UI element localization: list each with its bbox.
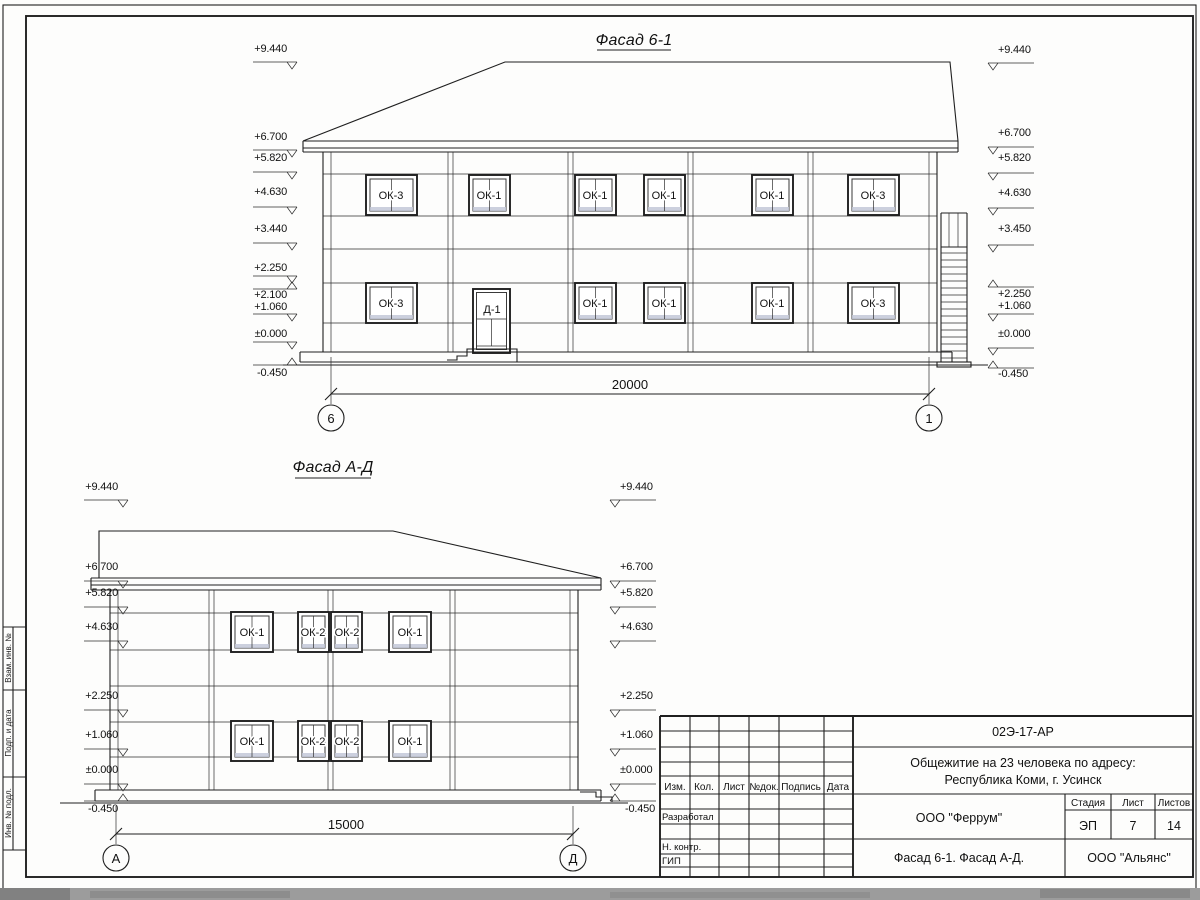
axis-marker-6: [318, 405, 344, 431]
elevation-mark: +2.250: [620, 690, 653, 702]
facade-title: Фасад А-Д: [292, 459, 374, 476]
elevation-marks-left: [253, 43, 297, 379]
window-label: ОК-1: [476, 190, 502, 202]
pilasters: [331, 152, 929, 352]
project-name: Общежитие на 23 человека по адресу:: [910, 756, 1136, 770]
window-label: ОК-1: [397, 736, 423, 748]
elevation-mark: ±0.000: [254, 328, 287, 340]
elevation-mark: -0.450: [257, 367, 287, 379]
window-ok1: [469, 175, 510, 215]
window-label: ОК-3: [378, 190, 404, 202]
axis-marker-1: [916, 405, 942, 431]
elevation-mark: +4.630: [998, 187, 1031, 199]
window-label: ОК-1: [582, 190, 608, 202]
window-ok2: [298, 612, 329, 652]
window-label: ОК-3: [860, 190, 886, 202]
window-ok1: [231, 721, 273, 761]
eave-band: [91, 578, 601, 590]
axis-marker-d: [560, 845, 586, 871]
window-label: ОК-1: [759, 190, 785, 202]
window-ok3: [848, 175, 899, 215]
dimension-15000: [110, 806, 579, 844]
elevation-marks-right: [988, 44, 1034, 380]
window-label: ОК-1: [651, 298, 677, 310]
project-address: Республика Коми, г. Усинск: [944, 773, 1102, 787]
col-header: Кол.: [694, 782, 714, 793]
col-header: Изм.: [664, 782, 686, 793]
window-ok1: [231, 612, 273, 652]
elevation-mark: ±0.000: [998, 328, 1031, 340]
window-ok1: [389, 612, 431, 652]
elevation-mark: +9.440: [85, 481, 118, 493]
title-block: [660, 716, 1193, 877]
elevation-mark: +2.250: [85, 690, 118, 702]
elevation-mark: +3.440: [254, 223, 287, 235]
elevation-mark: ±0.000: [620, 764, 653, 776]
elevation-mark: +2.250: [998, 288, 1031, 300]
doc-number: 02Э-17-АР: [992, 725, 1054, 739]
elevation-mark: -0.450: [625, 803, 655, 815]
elevation-mark: +9.440: [254, 43, 287, 55]
axis-label: 1: [925, 411, 933, 426]
dimension-20000: [325, 357, 935, 404]
elevation-mark: +4.630: [254, 186, 287, 198]
col-header: Дата: [826, 782, 850, 793]
elevation-mark: +1.060: [620, 729, 653, 741]
window-label: ОК-2: [300, 736, 326, 748]
role-label: Н. контр.: [662, 842, 702, 853]
window-ok1: [752, 283, 793, 323]
axis-label: А: [111, 851, 121, 866]
window-ok2: [331, 721, 362, 761]
roof-outline: [303, 62, 958, 141]
axis-label: Д: [568, 851, 578, 866]
window-label: ОК-3: [378, 298, 404, 310]
eave-band: [303, 141, 958, 152]
elevation-mark: +5.820: [998, 152, 1031, 164]
window-label: ОК-2: [334, 736, 360, 748]
window-ok3: [848, 283, 899, 323]
door-label: Д-1: [483, 304, 501, 316]
designer-org: ООО "Феррум": [915, 811, 1003, 825]
elevation-mark: +1.060: [998, 300, 1031, 312]
window-ok2: [331, 612, 362, 652]
elevation-mark: +4.630: [620, 621, 653, 633]
sheet-number: 7: [1129, 819, 1137, 833]
sheets-label: Листов: [1157, 798, 1191, 809]
elevation-mark: +2.100: [254, 289, 287, 301]
window-label: ОК-3: [860, 298, 886, 310]
window-label: ОК-1: [239, 627, 265, 639]
elevation-mark: ±0.000: [85, 764, 118, 776]
window-ok3: [366, 283, 417, 323]
elevation-mark: +1.060: [254, 301, 287, 313]
window-ok3: [366, 175, 417, 215]
entrance-door: [473, 289, 510, 353]
plinth: [95, 790, 601, 801]
window-ok1: [752, 175, 793, 215]
stage-label: Стадия: [1070, 798, 1106, 809]
scan-edge-band: [0, 888, 1200, 900]
stage-value: ЭП: [1079, 819, 1097, 833]
elevation-mark: +6.700: [620, 561, 653, 573]
window-label: ОК-2: [300, 627, 326, 639]
window-label: ОК-1: [582, 298, 608, 310]
facade-title: Фасад 6-1: [595, 32, 673, 49]
fire-ladder: [937, 213, 971, 367]
axis-marker-a: [103, 845, 129, 871]
elevation-mark: +9.440: [998, 44, 1031, 56]
facade-6-1: [253, 32, 1034, 431]
elevation-mark: +6.700: [85, 561, 118, 573]
window-label: ОК-1: [651, 190, 677, 202]
elevation-mark: -0.450: [88, 803, 118, 815]
elevation-mark: -0.450: [998, 368, 1028, 380]
elevation-mark: +2.250: [254, 262, 287, 274]
window-ok2: [298, 721, 329, 761]
elevation-mark: +1.060: [85, 729, 118, 741]
sheet-frame: [26, 16, 1193, 877]
sheet-label: Лист: [1122, 798, 1144, 809]
window-label: ОК-1: [397, 627, 423, 639]
role-label: Разработал: [662, 812, 714, 823]
elevation-mark: +4.630: [85, 621, 118, 633]
elevation-marks-right: [610, 481, 656, 815]
elevation-mark: +9.440: [620, 481, 653, 493]
facade-a-d: [60, 459, 656, 871]
window-ok1: [575, 175, 616, 215]
elevation-mark: +6.700: [254, 131, 287, 143]
customer-org: ООО "Альянс": [1087, 851, 1171, 865]
elevation-mark: +5.820: [620, 587, 653, 599]
window-ok1: [575, 283, 616, 323]
elevation-mark: +5.820: [254, 152, 287, 164]
left-margin-boxes: [3, 627, 26, 850]
window-ok1: [644, 283, 685, 323]
elevation-mark: +6.700: [998, 127, 1031, 139]
margin-label: Подп. и дата: [4, 709, 13, 757]
dimension-text: 15000: [327, 817, 365, 832]
window-label: ОК-2: [334, 627, 360, 639]
dimension-text: 20000: [611, 377, 649, 392]
sheets-total: 14: [1167, 819, 1181, 833]
col-header: Лист: [723, 782, 745, 793]
elevation-mark: +5.820: [85, 587, 118, 599]
margin-label: Взам. инв. №: [4, 633, 13, 683]
axis-label: 6: [327, 411, 335, 426]
plinth: [300, 352, 952, 362]
elevation-mark: +3.450: [998, 223, 1031, 235]
margin-label: Инв. № подл.: [4, 788, 13, 838]
col-header: Подпись: [781, 782, 821, 793]
window-label: ОК-1: [759, 298, 785, 310]
sheet-title: Фасад 6-1. Фасад А-Д.: [893, 851, 1025, 865]
roof-outline: [99, 531, 601, 578]
window-label: ОК-1: [239, 736, 265, 748]
col-header: №док.: [749, 782, 779, 793]
role-label: ГИП: [662, 856, 681, 867]
window-ok1: [389, 721, 431, 761]
window-ok1: [644, 175, 685, 215]
